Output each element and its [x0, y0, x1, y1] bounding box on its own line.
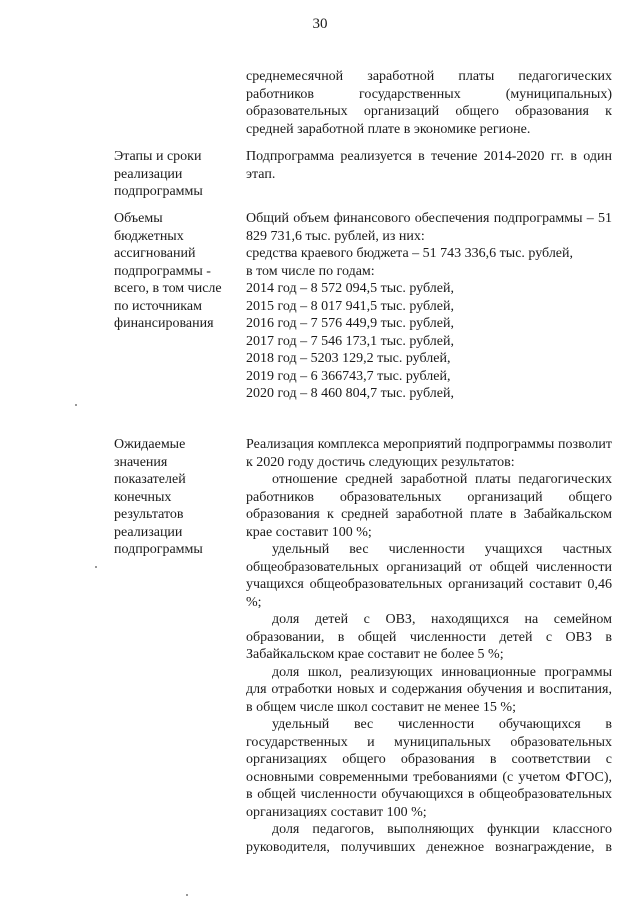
funding-year-2017: 2017 год – 7 546 173,1 тыс. рублей,	[246, 333, 454, 349]
stages-content	[246, 148, 612, 183]
results-content	[246, 436, 612, 856]
result-family-education-share: доля детей с ОВЗ, находящихся на семейном образовании, в общей численности детей с ОВЗ в Забайкальском крае составит не более 5 %;	[246, 612, 612, 662]
results-intro: Реализация комплекса мероприятий подпрограммы позволит к 2020 году достичь следующих результатов:	[246, 437, 612, 470]
stages-label: Этапы и сроки реализации подпрограммы	[114, 149, 203, 199]
scan-speck	[95, 566, 97, 568]
funding-label: Объемы бюджетных ассигнований подпрограммы - всего, в том числе по источникам финансирования	[114, 211, 222, 331]
result-innovative-schools-share: доля школ, реализующих инновационные программы для отработки новых и содержания обучения и воспитания, в общем числе школ составит не менее 15 %;	[246, 664, 612, 715]
funding-year-2020: 2020 год – 8 460 804,7 тыс. рублей,	[246, 386, 454, 401]
scan-speck	[75, 404, 77, 406]
funding-regional: средства краевого бюджета – 51 743 336,6 тыс. рублей,	[246, 246, 574, 261]
funding-year-2019: 2019 год – 6 366743,7 тыс. рублей,	[246, 368, 451, 384]
funding-year-2015: 2015 год – 8 017 941,5 тыс. рублей,	[246, 298, 454, 314]
result-class-teachers-share: доля педагогов, выполняющих функции классного руководителя, получивших денежное вознаграждение, в	[246, 822, 612, 855]
result-salary-ratio: отношение средней заработной платы педагогических работников образовательных организаций общего образования к средней заработной плате в Забайкальском крае составит 100 %;	[246, 472, 612, 540]
scan-speck	[186, 894, 188, 896]
result-fgos-students-share: удельный вес численности обучающихся в государственных и муниципальных образовательных организациях общего образования в соответствии с основными современными требованиями (с учетом ФГОС), в общей численности обучающихся в общеобразовательных организациях составит 100 %;	[246, 717, 612, 820]
page-number: 30	[312, 16, 328, 32]
result-private-schools-share: удельный вес численности учащихся частных общеобразовательных организаций от общей численности учащихся общеобразовательных организаций составит 0,46 %;	[246, 542, 612, 610]
stages-paragraph: Подпрограмма реализуется в течение 2014-2020 гг. в один этап.	[246, 149, 612, 182]
funding-total: Общий объем финансового обеспечения подпрограммы – 51 829 731,6 тыс. рублей, из них:	[246, 211, 612, 244]
funding-year-2014: 2014 год – 8 572 094,5 тыс. рублей,	[246, 281, 454, 296]
continuation-text-block	[246, 68, 612, 138]
funding-year-2018: 2018 год – 5203 129,2 тыс. рублей,	[246, 351, 451, 366]
continuation-paragraph: среднемесячной заработной платы педагогических работников государственных (муниципальных) образовательных организаций общего образования к средней заработной плате в экономике регионе.	[246, 69, 612, 137]
funding-by-years-heading: в том числе по годам:	[246, 263, 375, 279]
funding-content	[246, 210, 612, 403]
results-label: Ожидаемые значения показателей конечных результатов реализации подпрограммы	[114, 437, 203, 557]
funding-year-2016: 2016 год – 7 576 449,9 тыс. рублей,	[246, 316, 454, 331]
